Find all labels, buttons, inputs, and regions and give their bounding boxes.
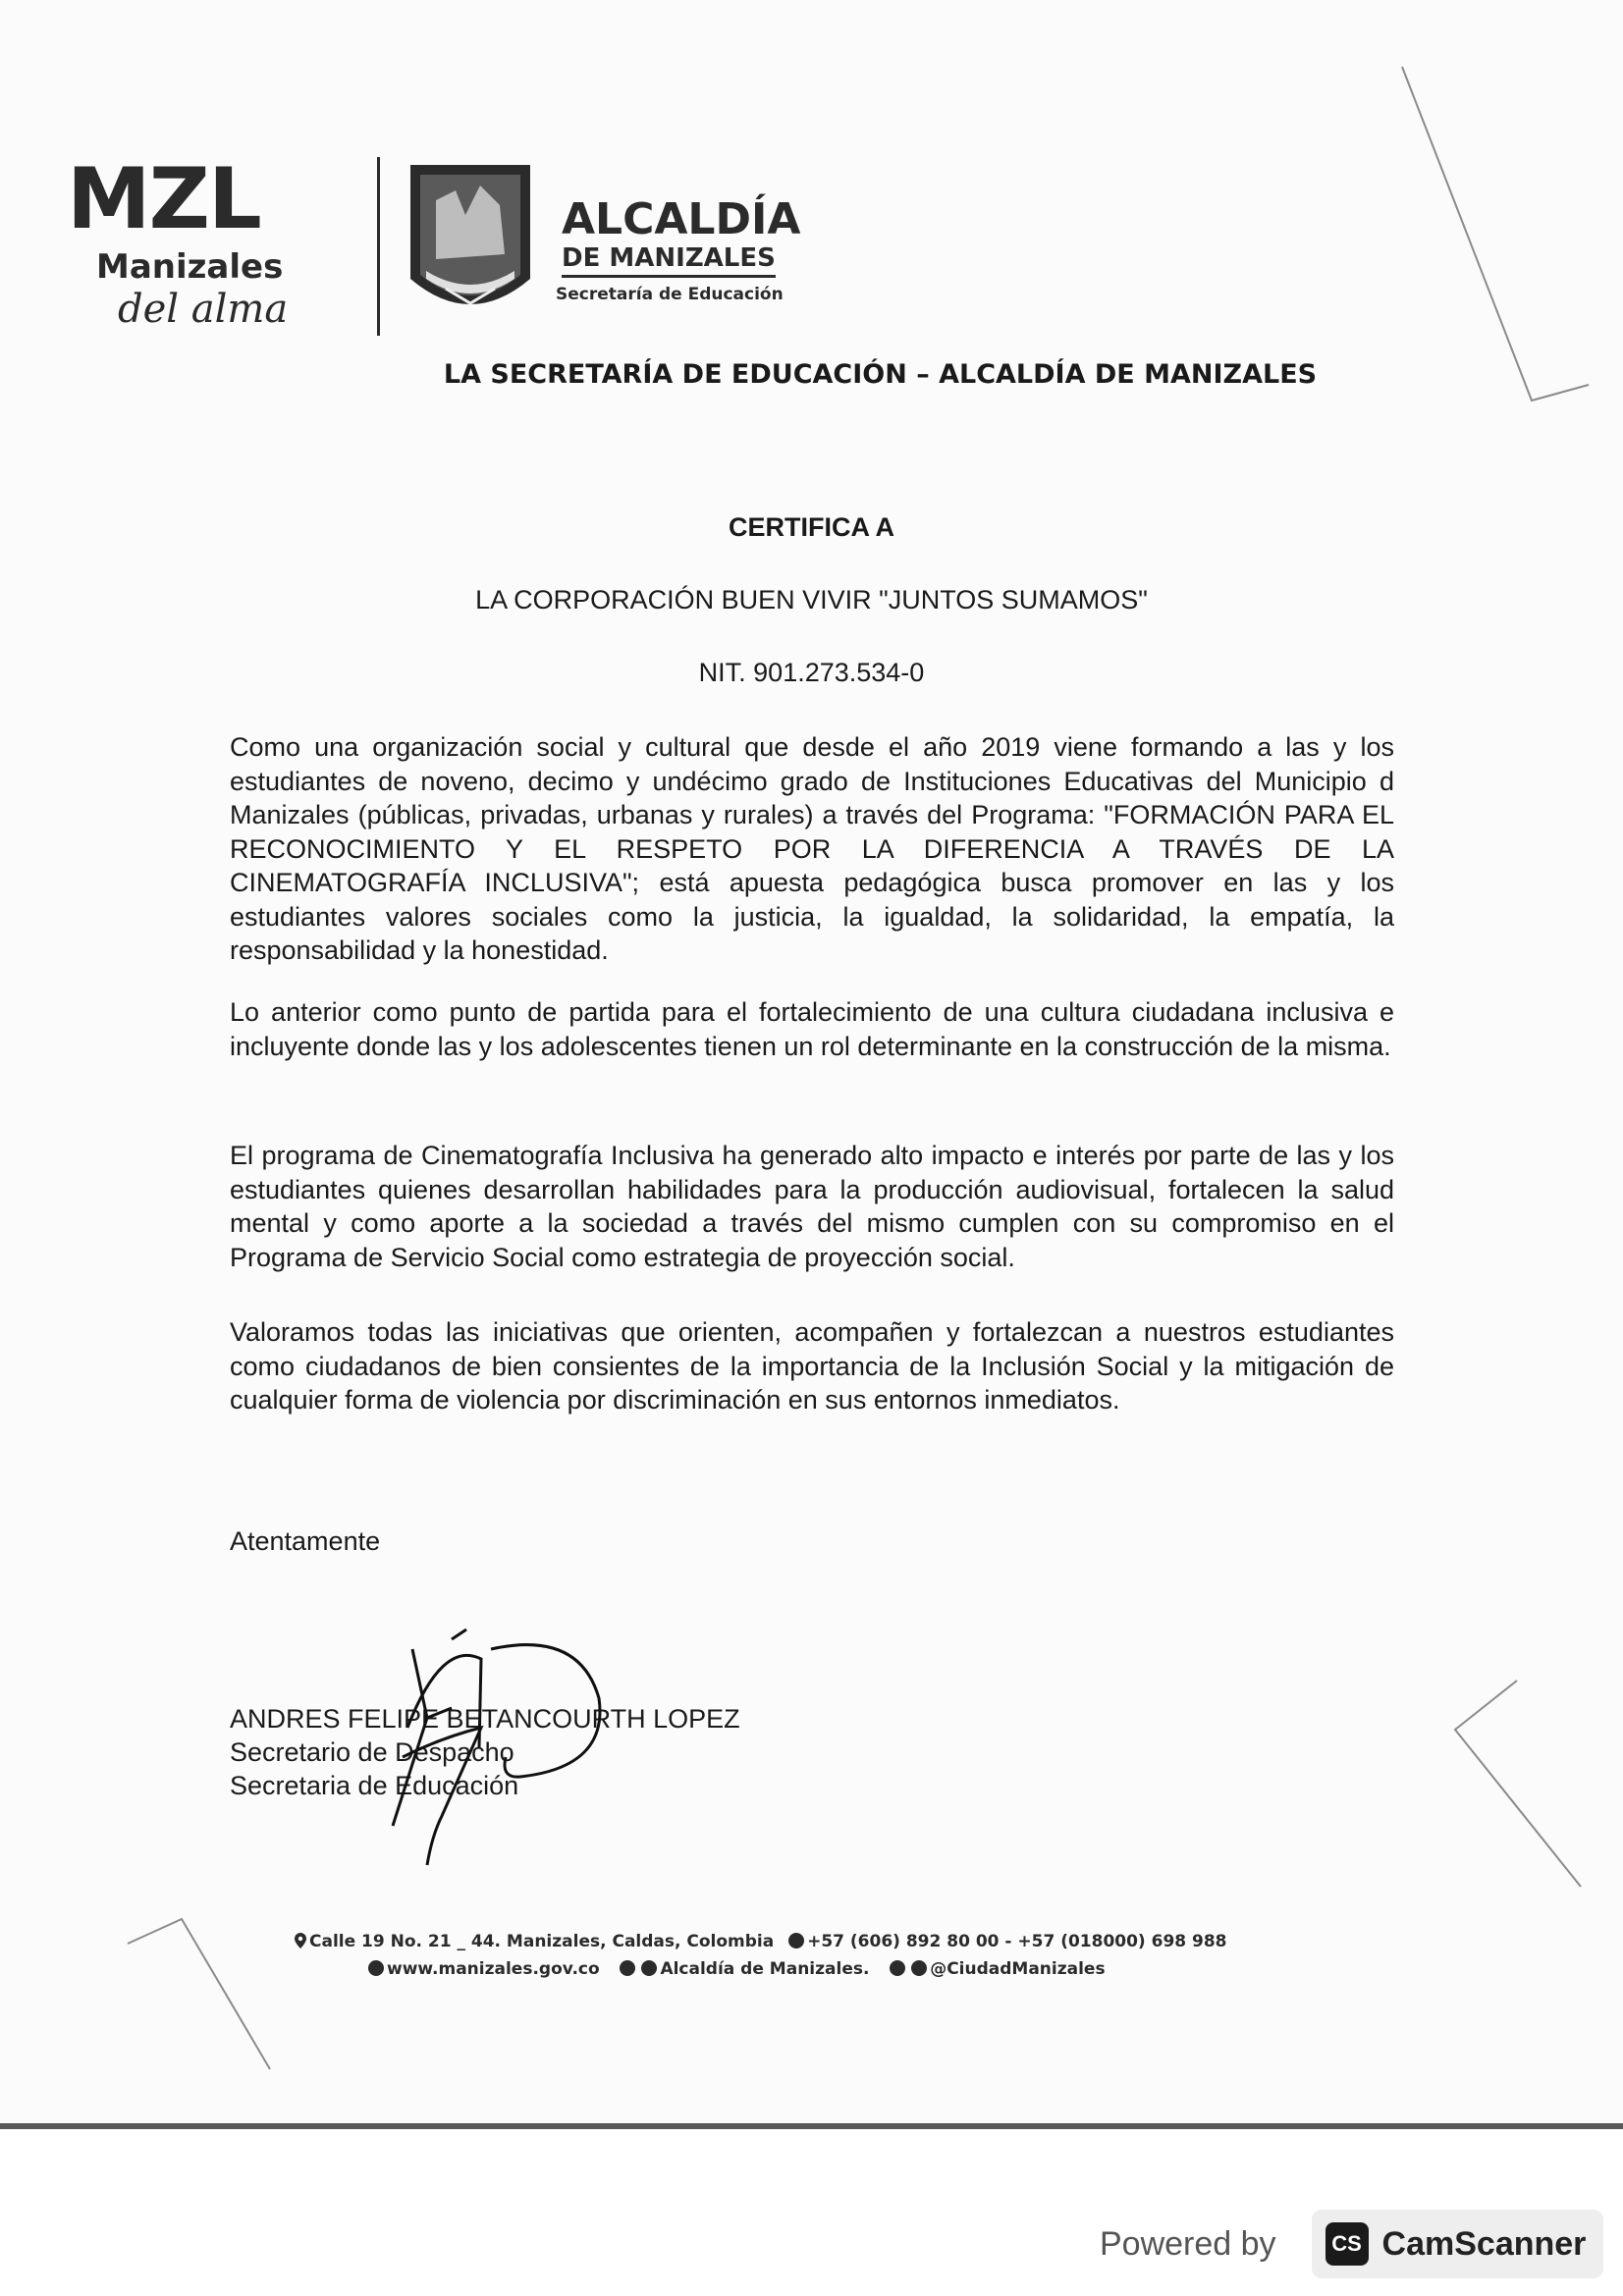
footer-address: Calle 19 No. 21 _ 44. Manizales, Caldas, Colombia	[309, 1932, 775, 1951]
footer-social: @CiudadManizales	[930, 1959, 1106, 1979]
mzl-logo	[67, 150, 352, 334]
closing-salutation: Atentamente	[230, 1526, 381, 1556]
certificate-title: CERTIFICA A	[729, 512, 894, 542]
location-pin-icon	[295, 1933, 306, 1949]
globe-icon	[368, 1960, 384, 1976]
organization-nit: NIT. 901.273.534-0	[698, 658, 925, 687]
signer-office: Secretaria de Educación	[230, 1771, 519, 1800]
signer-name: ANDRES FELIPE BETANCOURTH LOPEZ	[230, 1704, 740, 1734]
body-paragraph-4: Valoramos todas las iniciativas que orienten, acompañen y fortalezcan a nuestros estudiantes como ciudadanos de bien consientes de la importancia de la Inclusión Social y la mitigación de cualquier forma de violencia por discriminación en sus entornos inmediatos.	[230, 1317, 1394, 1415]
camscanner-watermark	[1100, 2213, 1603, 2275]
footer-contact-line	[295, 1932, 1227, 1951]
twitter-icon	[911, 1960, 927, 1976]
body-paragraph-2: Lo anterior como punto de partida para el fortalecimiento de una cultura ciudadana inclusiva e incluyente donde las y los adolescentes tienen un rol determinante en la construcción de la misma.	[230, 997, 1394, 1061]
footer-phone: +57 (606) 892 80 00 - +57 (018000) 698 988	[807, 1932, 1227, 1951]
handwritten-signature	[334, 1610, 628, 1875]
footer-website[interactable]: www.manizales.gov.co	[387, 1959, 600, 1979]
mzl-logo-tagline: del alma	[118, 287, 289, 332]
body-paragraph-1: Como una organización social y cultural que desde el año 2019 viene formando a las y los estudiantes de noveno, decimo y undécimo grado de Instituciones Educativas del Municipio d Manizales (públicas, privadas, urbanas y rurales) a través del Programa: "FORMACIÓN PARA EL RECONOCIMIENTO Y EL RESPETO POR LA DIFERENCIA A TRAVÉS DE LA CINEMATOGRAFÍA INCLUSIVA"; está apuesta pedagógica busca promover en las y los estudiantes valores sociales como la justicia, la igualdad, la solidaridad, la empatía, la responsabilidad y la honestidad.	[230, 732, 1394, 965]
body-paragraph-3: El programa de Cinematografía Inclusiva ha generado alto impacto e interés por parte de las y los estudiantes quienes desarrollan habilidades para la producción audiovisual, fortalecen la salud mental y como aporte a la sociedad a través del mismo cumplen con su compromiso en el Programa de Servicio Social como estrategia de proyección social.	[230, 1141, 1394, 1272]
header-divider	[377, 157, 380, 336]
phone-icon	[788, 1933, 804, 1949]
footer-facebook: Alcaldía de Manizales.	[660, 1959, 870, 1979]
coat-of-arms-icon	[406, 161, 534, 328]
powered-by-label: Powered by	[1100, 2224, 1276, 2263]
instagram-icon	[620, 1960, 635, 1976]
alcaldia-secretaria: Secretaría de Educación	[556, 285, 784, 304]
alcaldia-title: ALCALDÍA	[562, 194, 801, 244]
camscanner-name: CamScanner	[1381, 2224, 1587, 2263]
camscanner-logo-icon: CS	[1325, 2222, 1369, 2266]
x-icon	[890, 1960, 905, 1976]
signer-role: Secretario de Despacho	[230, 1737, 514, 1767]
camscanner-badge	[1312, 2210, 1604, 2278]
organization-name: LA CORPORACIÓN BUEN VIVIR "JUNTOS SUMAMOS"	[475, 585, 1148, 614]
document-heading: LA SECRETARÍA DE EDUCACIÓN – ALCALDÍA DE MANIZALES	[443, 359, 1318, 390]
alcaldia-subtitle: DE MANIZALES	[562, 243, 776, 278]
mzl-logo-city: Manizales	[96, 247, 284, 287]
facebook-icon	[641, 1960, 657, 1976]
mzl-logo-mark: MZL	[67, 150, 260, 248]
footer-web-line	[365, 1959, 1106, 1979]
